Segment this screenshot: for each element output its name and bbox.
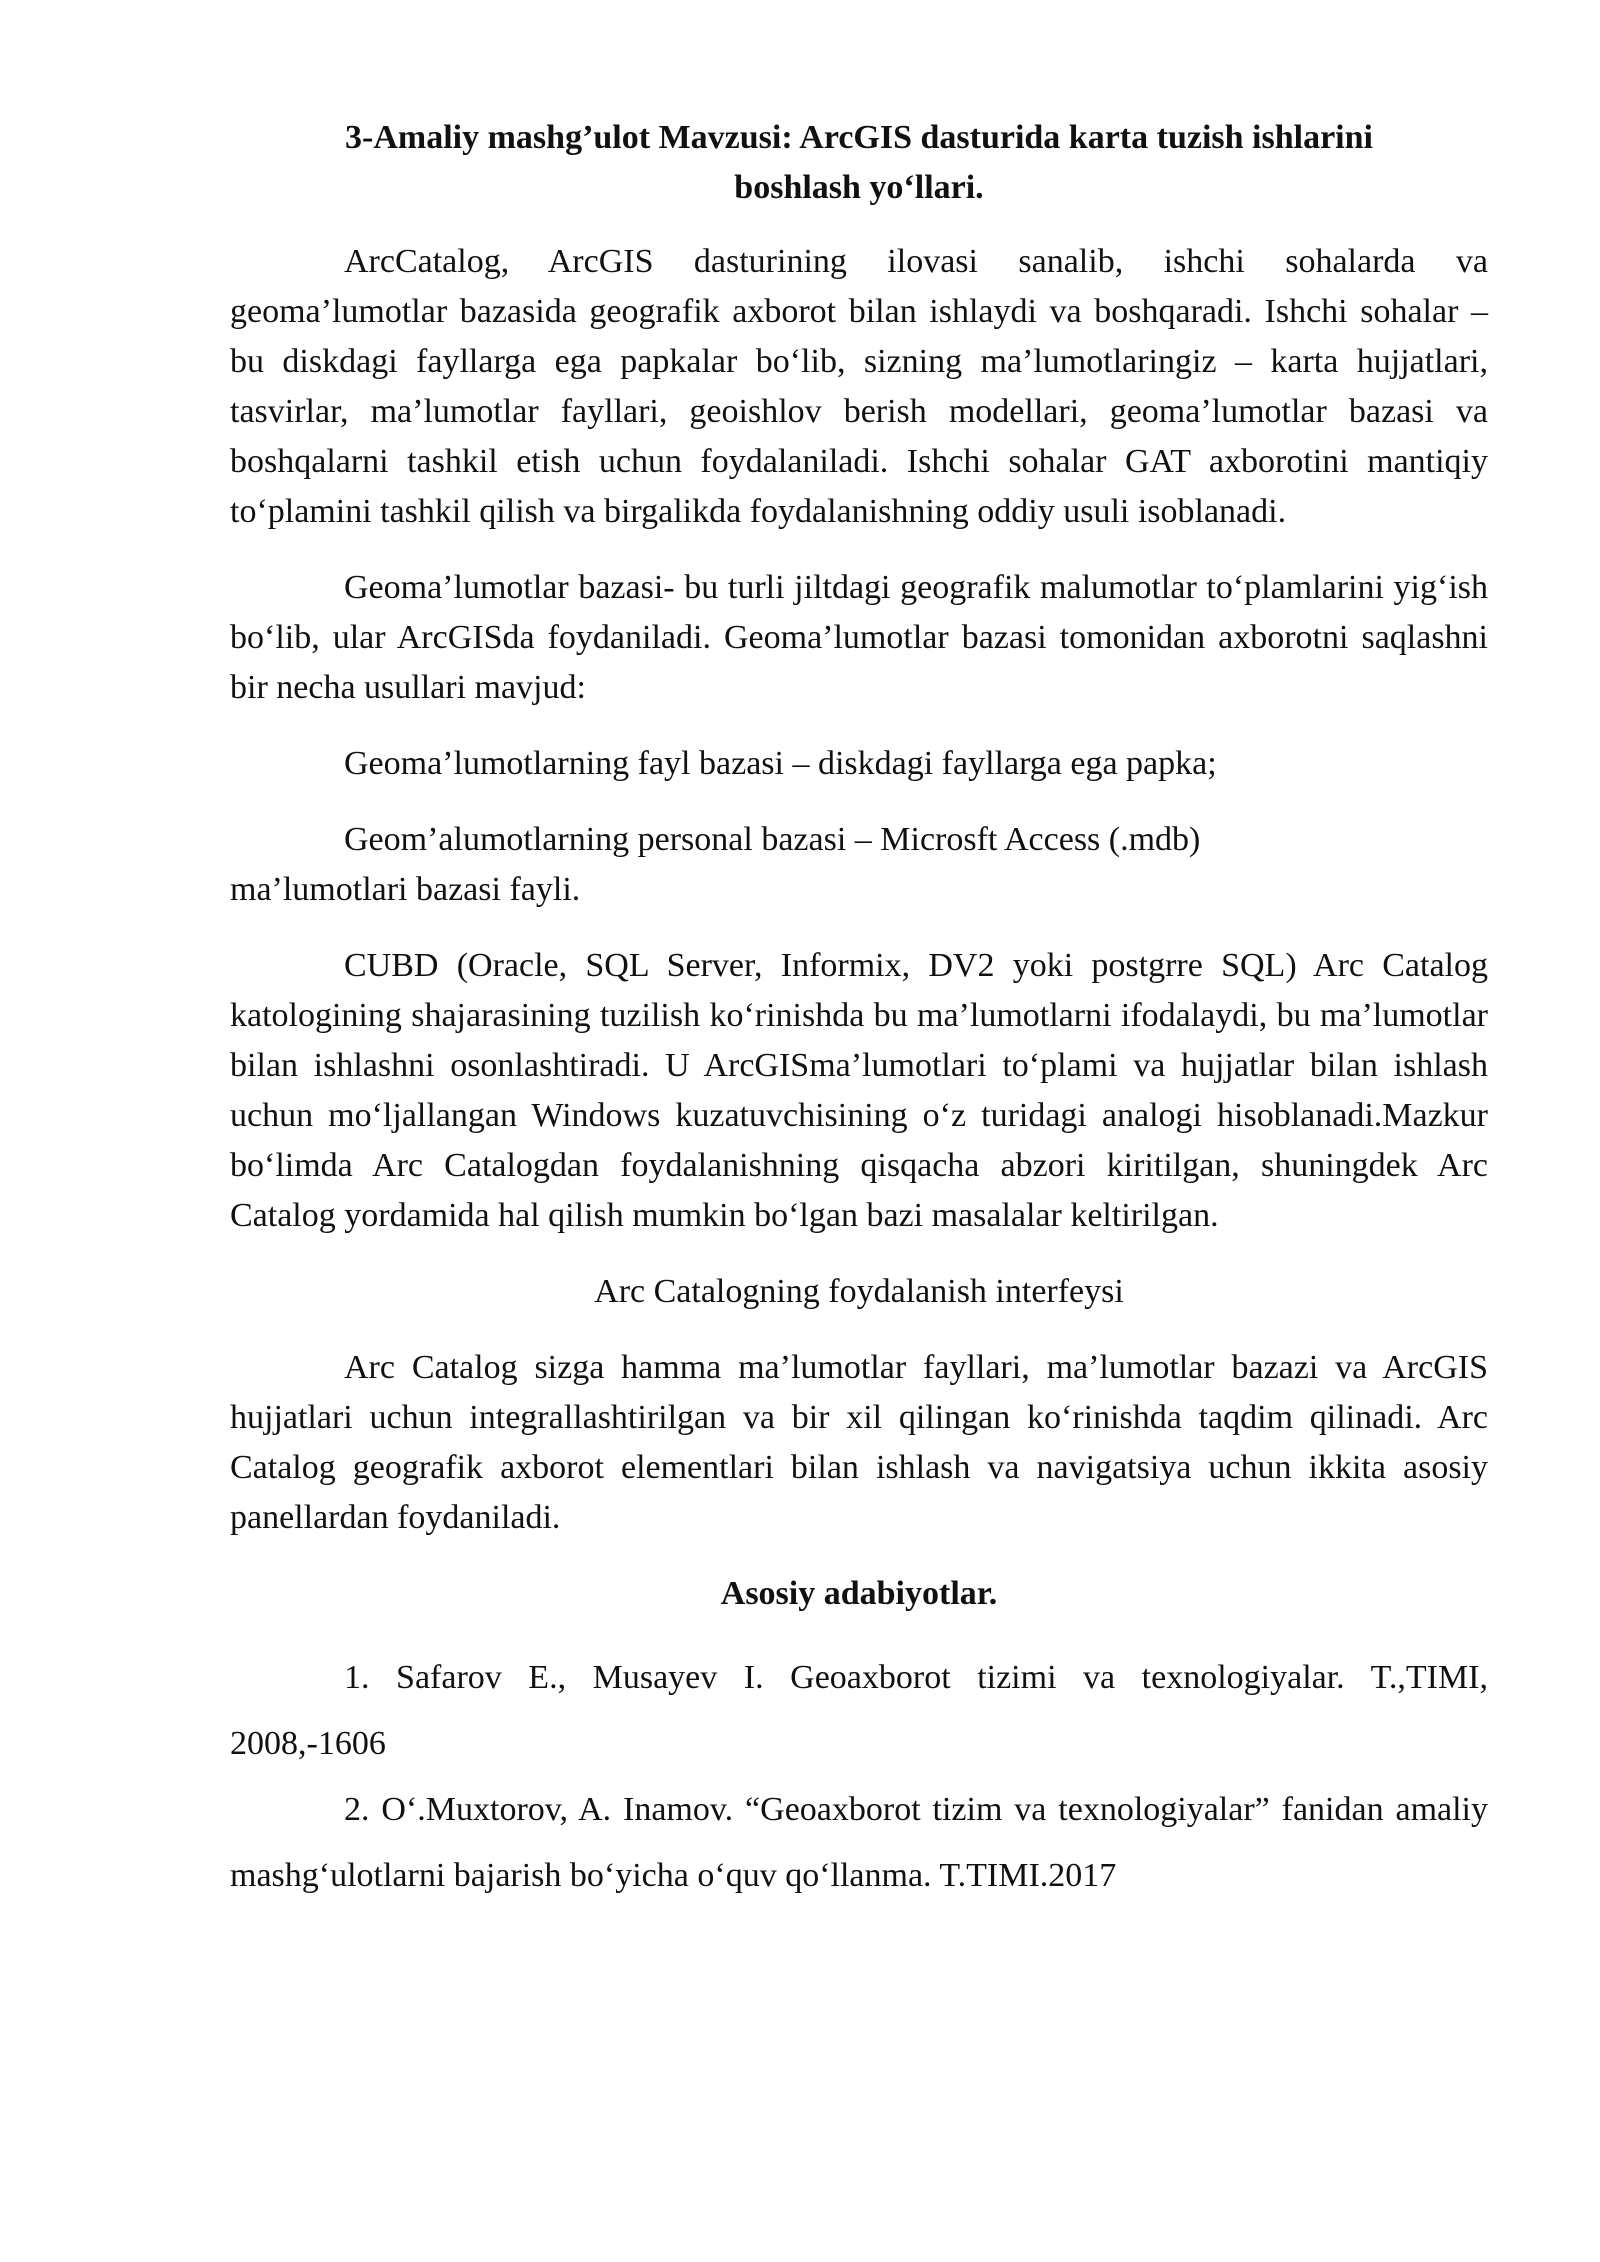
paragraph-personal-geodatabase — [230, 815, 1488, 915]
paragraph-file-geodatabase: Geoma’lumotlarning fayl bazasi – diskdagi fayllarga ega papka; — [344, 745, 1217, 782]
paragraph-arccatalog-intro: ArcCatalog, ArcGIS dasturining ilovasi sanalib, ishchi sohalarda va geoma’lumotlar bazasida geografik axborot bilan ishlaydi va boshqaradi. Ishchi sohalar – bu diskdagi fayllarga ega papkalar bo‘lib, sizning ma’lumotlaringiz – karta hujjatlari, tasvirlar, ma’lumotlar fayllari, geoishlov berish modellari, geoma’lumotlar bazasi va boshqalarni tashkil etish uchun foydalaniladi. Ishchi sohalar GAT axborotini mantiqiy to‘plamini tashkil qilish va birgalikda foydalanishning oddiy usuli isoblanadi. — [230, 243, 1488, 530]
title-line-1: 3-Amaliy mashg’ulot Mavzusi: ArcGIS dasturida karta tuzish ishlarini — [345, 119, 1373, 156]
reference-item-2: 2. O‘.Muxtorov, A. Inamov. “Geoaxborot tizim va texnologiyalar” fanidan amaliy mashg‘ulotlarni bajarish bo‘yicha o‘quv qo‘llanma. T.TIMI.2017 — [230, 1791, 1488, 1894]
section-subheading: Arc Catalogning foydalanish interfeysi — [594, 1273, 1124, 1310]
document-title — [230, 113, 1488, 213]
references-heading: Asosiy adabiyotlar. — [720, 1575, 998, 1612]
title-line-2: boshlash yo‘llari. — [734, 169, 984, 206]
reference-item-1: 1. Safarov E., Musayev I. Geoaxborot tizimi va texnologiyalar. T.,TIMI, 2008,-1606 — [230, 1659, 1488, 1762]
paragraph-interface: Arc Catalog sizga hamma ma’lumotlar fayllari, ma’lumotlar bazazi va ArcGIS hujjatlari uchun integrallashtirilgan va bir xil qilingan ko‘rinishda taqdim qilinadi. Arc Catalog geografik axborot elementlari bilan ishlash va navigatsiya uchun ikkita asosiy panellardan foydaniladi. — [230, 1349, 1488, 1536]
paragraph-cubd: CUBD (Oracle, SQL Server, Informix, DV2 yoki postgrre SQL) Arc Catalog katologining shajarasining tuzilish ko‘rinishda bu ma’lumotlarni ifodalaydi, bu ma’lumotlar bilan ishlashni osonlashtiradi. U ArcGISma’lumotlari to‘plami va hujjatlar bilan ishlash uchun mo‘ljallangan Windows kuzatuvchisining o‘z turidagi analogi hisoblanadi.Mazkur bo‘limda Arc Catalogdan foydalanishning qisqacha abzori kiritilgan, shuningdek Arc Catalog yordamida hal qilish mumkin bo‘lgan bazi masalalar keltirilgan. — [230, 947, 1488, 1234]
paragraph-geodatabase: Geoma’lumotlar bazasi- bu turli jiltdagi geografik malumotlar to‘plamlarini yig‘ish bo‘lib, ular ArcGISda foydaniladi. Geoma’lumotlar bazasi tomonidan axborotni saqlashni bir necha usullari mavjud: — [230, 569, 1488, 706]
personal-geodatabase-line-1: Geom’alumotlarning personal bazasi – Microsft Access (.mdb) — [344, 821, 1201, 858]
document-content — [230, 113, 1488, 1909]
personal-geodatabase-line-2: ma’lumotlari bazasi fayli. — [230, 871, 581, 908]
